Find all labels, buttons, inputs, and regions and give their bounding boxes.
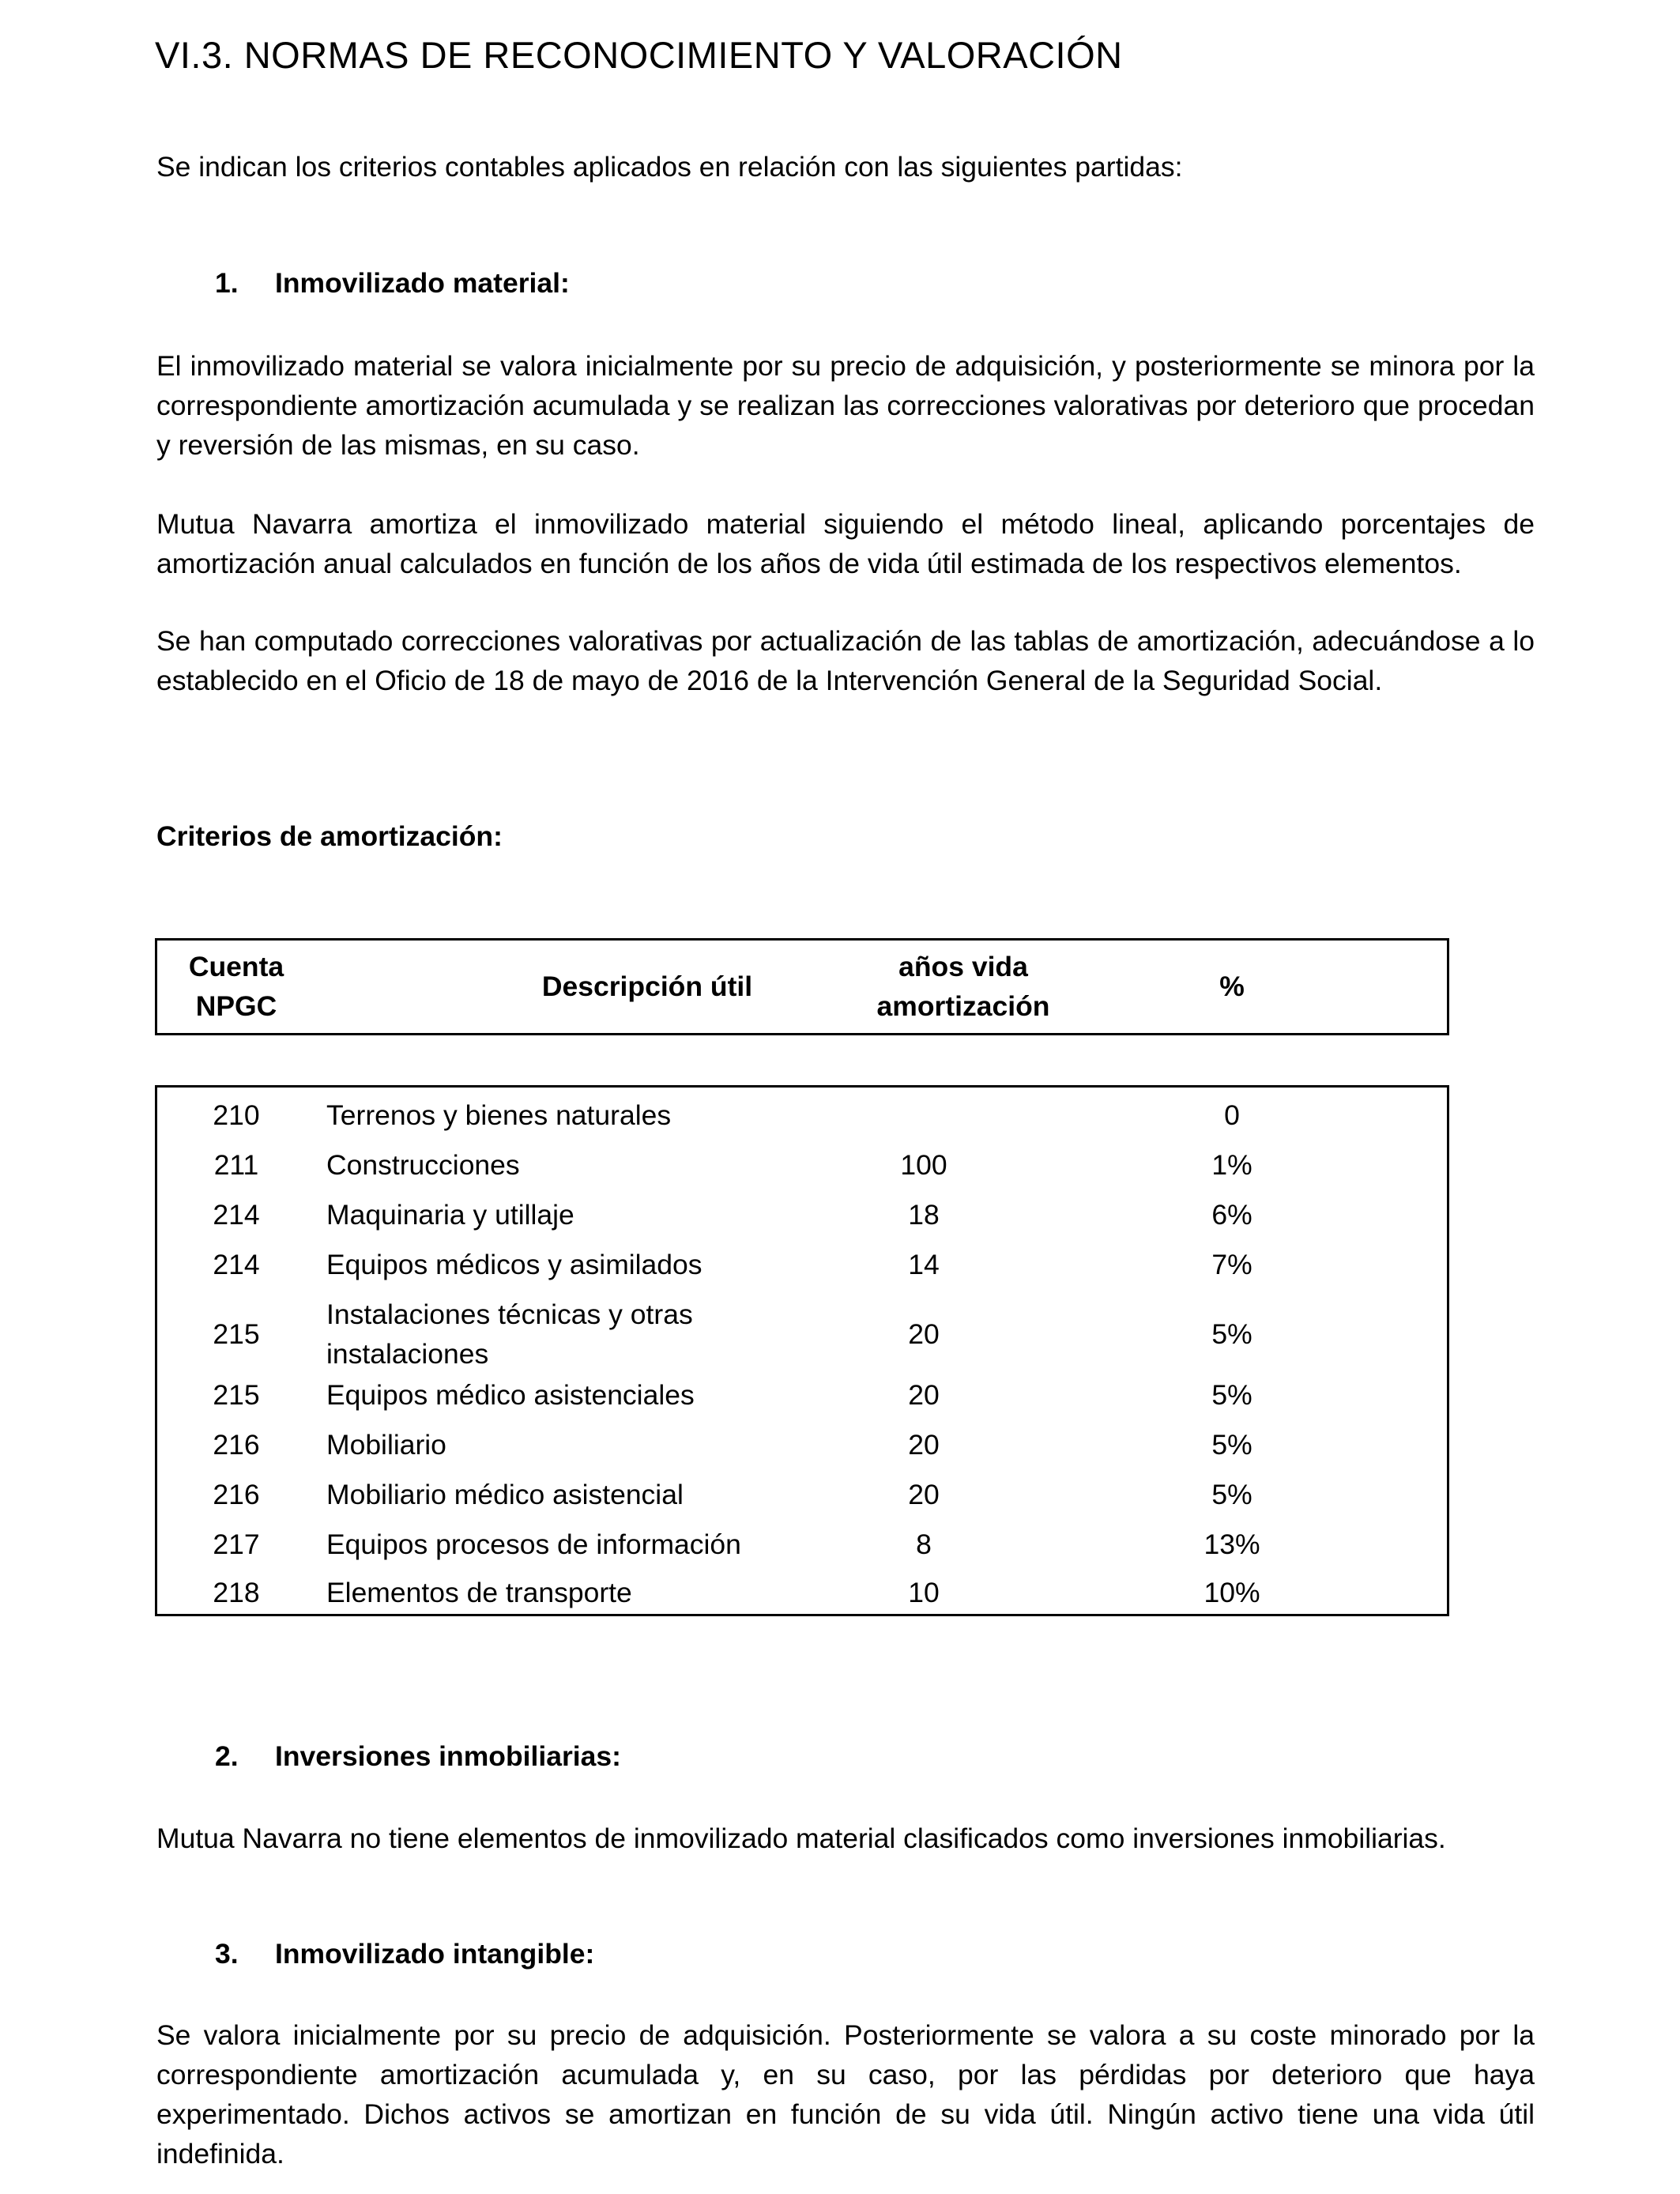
section-1-heading: Inmovilizado material: <box>275 267 570 299</box>
header-percent: % <box>1219 971 1245 1002</box>
header-years-line2: amortización <box>876 990 1050 1022</box>
header-account-line2: NPGC <box>195 990 277 1022</box>
row-description: Equipos médico asistenciales <box>326 1379 695 1411</box>
row-percent: 13% <box>1203 1529 1260 1560</box>
row-description: Instalaciones técnicas y otras instalaciones <box>326 1299 693 1370</box>
criteria-heading: Criterios de amortización: <box>156 820 503 852</box>
row-code: 214 <box>213 1249 260 1280</box>
section-3-paragraph-1: Se valora inicialmente por su precio de adquisición. Posteriormente se valora a su coste minorado por la correspondiente amortización acumulada y, en su caso, por las pérdidas por deterioro que haya experimentado. Dichos activos se amortizan en función de su vida útil. Ningún activo tiene una vida útil indefinida. <box>156 2019 1535 2169</box>
amortization-table-header <box>155 938 1449 1035</box>
header-description: Descripción útil <box>541 971 753 1002</box>
header-years <box>845 947 1082 1026</box>
row-description: Maquinaria y utillaje <box>326 1199 574 1231</box>
row-code: 214 <box>213 1199 260 1231</box>
page-title: VI.3. NORMAS DE RECONOCIMIENTO Y VALORACIÓN <box>155 34 1123 76</box>
row-code: 218 <box>213 1577 260 1608</box>
row-description: Mobiliario <box>326 1429 446 1461</box>
row-years: 10 <box>908 1577 940 1608</box>
intro-text: Se indican los criterios contables aplicados en relación con las siguientes partidas: <box>156 151 1183 183</box>
row-code: 210 <box>213 1099 260 1131</box>
row-code: 217 <box>213 1529 260 1560</box>
row-percent: 1% <box>1211 1149 1252 1181</box>
section-3-number: 3. <box>215 1938 239 1970</box>
row-percent: 5% <box>1211 1479 1252 1510</box>
row-percent: 7% <box>1211 1249 1252 1280</box>
header-years-line1: años vida <box>898 951 1028 982</box>
row-percent: 5% <box>1211 1379 1252 1411</box>
section-3-heading: Inmovilizado intangible: <box>275 1938 595 1970</box>
row-years: 20 <box>908 1479 940 1510</box>
row-years: 20 <box>908 1318 940 1350</box>
row-percent: 5% <box>1211 1429 1252 1461</box>
row-code: 216 <box>213 1479 260 1510</box>
section-1-paragraph-3: Se han computado correcciones valorativas por actualización de las tablas de amortización, adecuándose a lo establecido en el Oficio de 18 de mayo de 2016 de la Intervención General de la Seguridad Social. <box>156 625 1535 696</box>
section-1-paragraph-1: El inmovilizado material se valora inicialmente por su precio de adquisición, y posteriormente se minora por la correspondiente amortización acumulada y se realizan las correcciones valorativas por deterioro que procedan y reversión de las mismas, en su caso. <box>156 350 1535 461</box>
section-1-paragraph-2: Mutua Navarra amortiza el inmovilizado material siguiendo el método lineal, aplicando porcentajes de amortización anual calculados en función de los años de vida útil estimada de los respectivos elementos. <box>156 508 1535 579</box>
row-years: 8 <box>916 1529 932 1560</box>
row-description: Equipos médicos y asimilados <box>326 1249 703 1280</box>
amortization-table-body <box>155 1085 1449 1616</box>
row-years: 18 <box>908 1199 940 1231</box>
row-percent: 10% <box>1203 1577 1260 1608</box>
row-years: 20 <box>908 1429 940 1461</box>
row-description: Terrenos y bienes naturales <box>326 1099 672 1131</box>
header-account-line1: Cuenta <box>188 951 284 982</box>
row-code: 215 <box>213 1379 260 1411</box>
row-years: 20 <box>908 1379 940 1411</box>
row-percent: 0 <box>1224 1099 1240 1131</box>
row-description: Equipos procesos de información <box>326 1529 741 1560</box>
row-code: 211 <box>213 1149 259 1181</box>
row-percent: 6% <box>1211 1199 1252 1231</box>
section-2-number: 2. <box>215 1740 239 1772</box>
row-years: 14 <box>908 1249 940 1280</box>
row-description: Elementos de transporte <box>326 1577 632 1608</box>
row-description: Construcciones <box>326 1149 520 1181</box>
row-code: 215 <box>213 1318 260 1350</box>
section-1-number: 1. <box>215 267 239 299</box>
row-years: 100 <box>900 1149 947 1181</box>
section-2-heading: Inversiones inmobiliarias: <box>275 1740 621 1772</box>
row-description: Mobiliario médico asistencial <box>326 1479 684 1510</box>
row-code: 216 <box>213 1429 260 1461</box>
section-2-paragraph-1: Mutua Navarra no tiene elementos de inmovilizado material clasificados como inversiones inmobiliarias. <box>156 1823 1446 1854</box>
row-percent: 5% <box>1211 1318 1252 1350</box>
header-account <box>157 947 315 1026</box>
